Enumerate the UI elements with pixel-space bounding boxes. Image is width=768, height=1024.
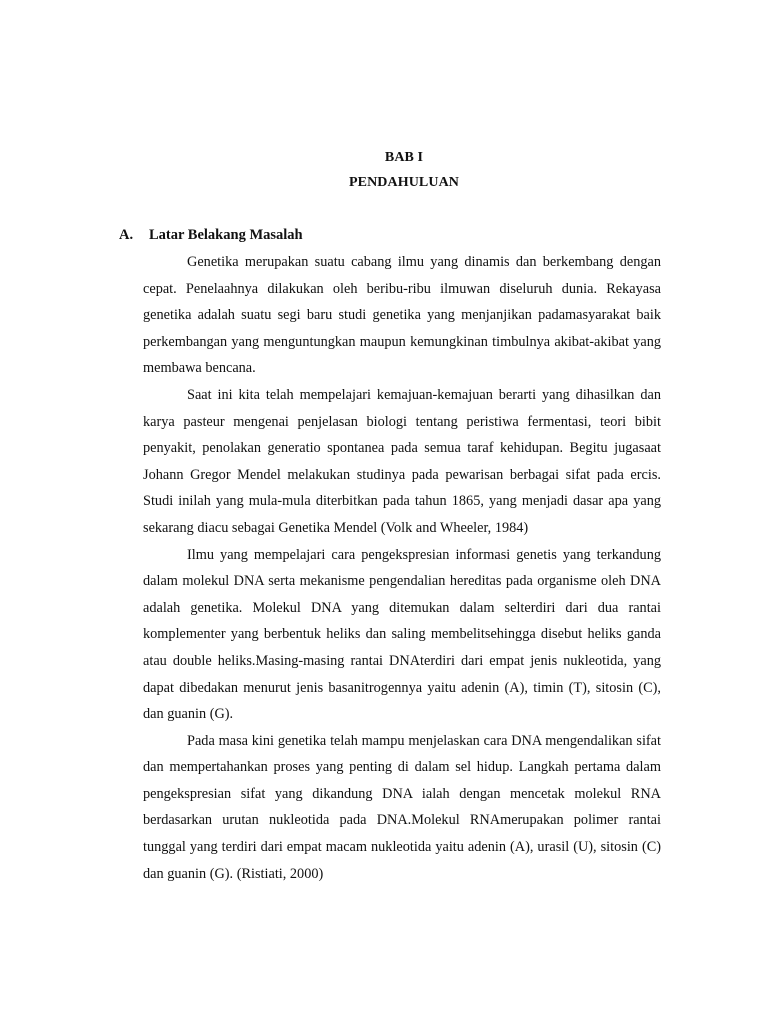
body-text (143, 249, 661, 887)
paragraph: Pada masa kini genetika telah mampu menjelaskan cara DNA mengendalikan sifat dan mempertahankan proses yang penting di dalam sel hidup. Langkah pertama dalam pengekspresian sifat yang dikandung DNA ialah dengan mencetak molekul RNA berdasarkan urutan nukleotida pada DNA.Molekul RNAmerupakan polimer rantai tunggal yang terdiri dari empat macam nukleotida yaitu adenin (A), urasil (U), sitosin (C) dan guanin (G). (Ristiati, 2000) (143, 732, 661, 882)
section-title: Latar Belakang Masalah (149, 227, 303, 243)
section-marker: A. (119, 227, 134, 243)
paragraph: Saat ini kita telah mempelajari kemajuan-kemajuan berarti yang dihasilkan dan karya pasteur mengenai penjelasan biologi tentang peristiwa fermentasi, teori bibit penyakit, penolakan generatio spontanea pada semua taraf kehidupan. Begitu jugasaat Johann Gregor Mendel melakukan studinya pada pewarisan berbagai sifat pada ercis. Studi inilah yang mula-mula diterbitkan pada tahun 1865, yang menjadi dasar apa yang sekarang diacu sebagai Genetika Mendel (Volk and Wheeler, 1984) (143, 386, 661, 536)
chapter-title: PENDAHULUAN (349, 175, 459, 190)
chapter-number: BAB I (384, 150, 424, 165)
section-heading (119, 227, 303, 244)
paragraph: Genetika merupakan suatu cabang ilmu yang dinamis dan berkembang dengan cepat. Penelaahnya dilakukan oleh beribu-ribu ilmuwan diseluruh dunia. Rekayasa genetika adalah suatu segi baru studi genetika yang menjanjikan padamasyarakat baik perkembangan yang menguntungkan maupun kemungkinan timbulnya akibat-akibat yang membawa bencana. (143, 254, 661, 377)
paragraph: Ilmu yang mempelajari cara pengekspresian informasi genetis yang terkandung dalam molekul DNA serta mekanisme pengendalian hereditas pada organisme oleh DNA adalah genetika. Molekul DNA yang ditemukan dalam selterdiri dari dua rantai komplementer yang berbentuk heliks dan saling membelitsehingga disebut heliks ganda atau double heliks.Masing-masing rantai DNAterdiri dari empat jenis nukleotida, yang dapat dibedakan menurut jenis basanitrogennya yaitu adenin (A), timin (T), sitosin (C), dan guanin (G). (143, 546, 661, 723)
